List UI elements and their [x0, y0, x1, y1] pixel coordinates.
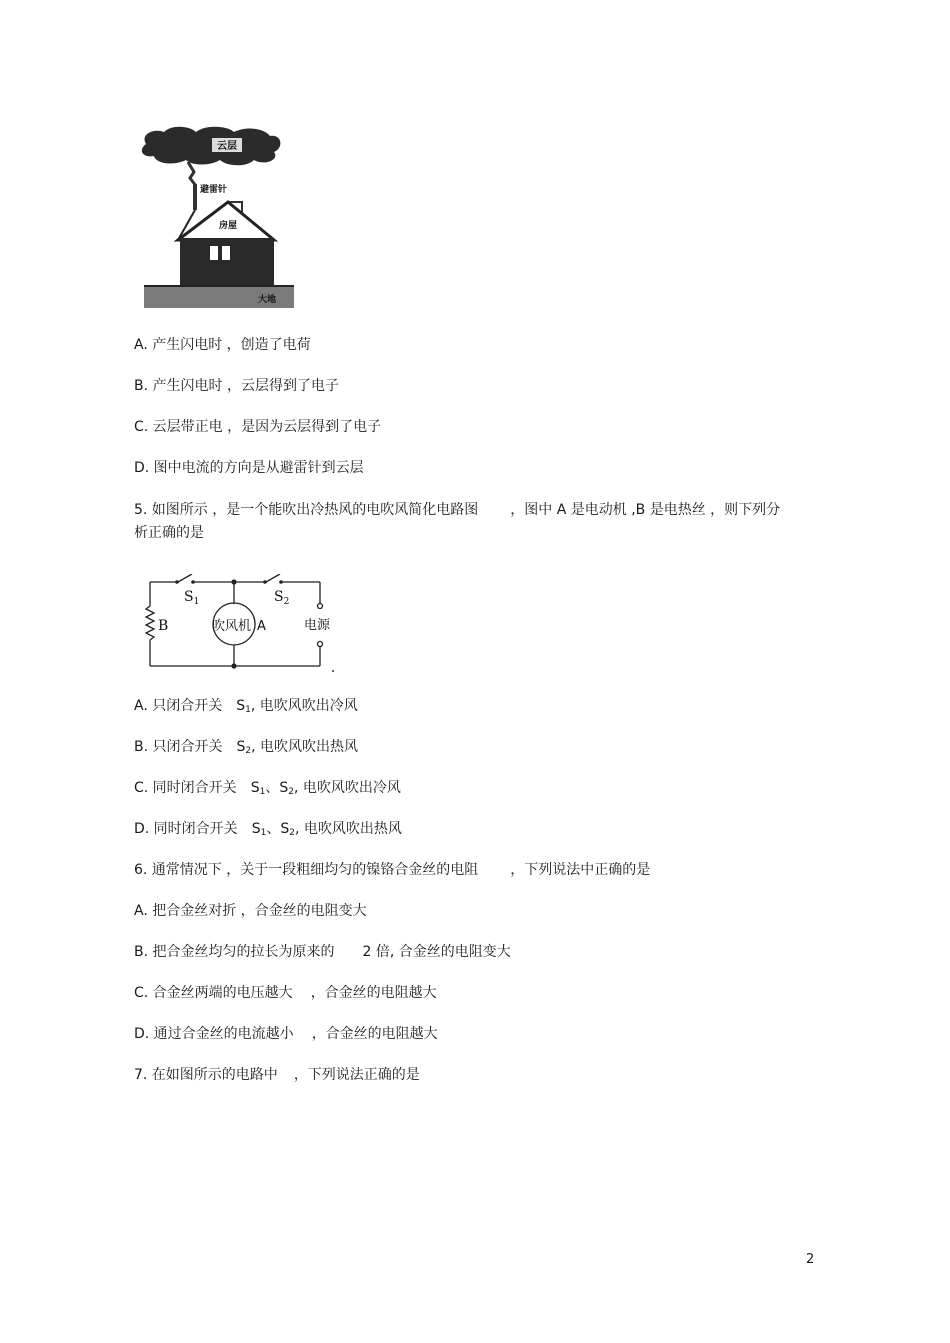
q6-option-b: B. 把合金丝均匀的拉长为原来的 2 倍, 合金丝的电阻变大 — [134, 944, 511, 960]
house-label: 房屋 — [218, 221, 238, 231]
q4-option-d: D. 图中电流的方向是从避雷针到云层 — [134, 460, 364, 476]
cloud-label: 云层 — [217, 141, 237, 152]
q5-option-c: C. 同时闭合开关 $S_1$、$S_2$, 电吹风吹出冷风 — [134, 780, 401, 797]
label-motor: 吹风机 — [212, 619, 252, 634]
lightning-bolt — [188, 162, 196, 186]
lightning-rod-figure — [138, 122, 298, 310]
cloud-shape — [142, 127, 281, 166]
q5-stem-line2: 析正确的是 — [134, 525, 204, 541]
junction-bottom — [231, 663, 236, 668]
house-window-right — [222, 246, 230, 260]
switch-s2-blade — [266, 574, 280, 582]
q4-option-a: A. 产生闪电时 ，创造了电荷 — [134, 337, 311, 353]
switch-s1-contact-right — [191, 580, 195, 584]
switch-s1-contact-left — [175, 580, 179, 584]
q6-option-d: D. 通过合金丝的电流越小 ，合金丝的电阻越大 — [134, 1026, 438, 1042]
q5-stem-part1: 5. 如图所示 ，是一个能吹出冷热风的电吹风简化电路图 — [134, 502, 479, 518]
q5-stem-part2: ，图中 A 是电动机 ,B 是电热丝 ，则下列分 — [510, 502, 781, 518]
label-s1-sub: 1 — [193, 597, 200, 607]
rod-label: 避雷针 — [200, 185, 228, 195]
q5-option-b: B. 只闭合开关 $S_2$, 电吹风吹出热风 — [134, 739, 359, 756]
label-source: 电源 — [304, 618, 331, 633]
q4-option-b: B. 产生闪电时 ，云层得到了电子 — [134, 378, 339, 394]
switch-s2-contact-right — [279, 580, 283, 584]
house-window-left — [210, 246, 218, 260]
stray-dot — [332, 670, 334, 672]
house-body — [180, 238, 274, 288]
junction-top — [231, 579, 236, 584]
q4-option-c: C. 云层带正电 ，是因为云层得到了电子 — [134, 419, 382, 435]
q5-stem-line1 — [134, 500, 780, 520]
label-s2: $S_2$ — [274, 589, 290, 607]
switch-s1-blade — [178, 574, 192, 582]
label-s2-sub: 2 — [283, 597, 290, 607]
q6-option-c: C. 合金丝两端的电压越大 ，合金丝的电阻越大 — [134, 985, 437, 1001]
q6-option-a: A. 把合金丝对折 ，合金丝的电阻变大 — [134, 903, 367, 919]
label-s1: $S_1$ — [184, 589, 200, 607]
label-motor-a: A — [257, 619, 266, 634]
q5-option-a: A. 只闭合开关 $S_1$, 电吹风吹出冷风 — [134, 698, 358, 715]
hairdryer-circuit-diagram — [140, 574, 340, 676]
q7-stem: 7. 在如图所示的电路中 ，下列说法正确的是 — [134, 1067, 420, 1083]
ground-label: 大地 — [258, 295, 277, 305]
q6-stem: 6. 通常情况下 ，关于一段粗细均匀的镍铬合金丝的电阻 ，下列说法中正确的是 — [134, 862, 651, 878]
label-b: B — [158, 618, 169, 634]
rod — [193, 184, 197, 210]
source-terminal-top — [318, 604, 323, 609]
switch-s2-contact-left — [263, 580, 267, 584]
source-terminal-bottom — [318, 642, 323, 647]
resistor-b — [146, 606, 154, 640]
page-number: 2 — [806, 1252, 815, 1267]
q5-option-d: D. 同时闭合开关 $S_1$、$S_2$, 电吹风吹出热风 — [134, 821, 402, 838]
